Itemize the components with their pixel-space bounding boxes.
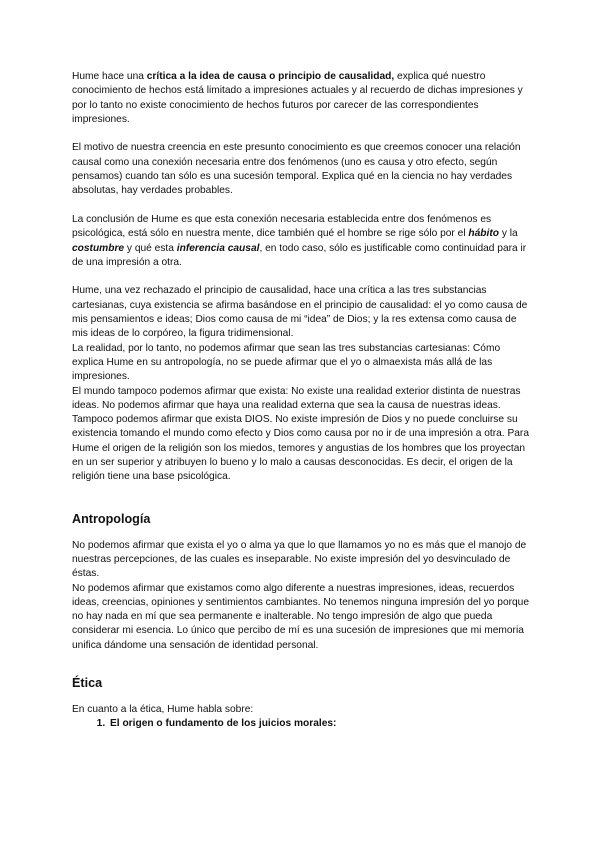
paragraph-dios: Tampoco podemos afirmar que exista DIOS. No existe impresión de Dios y no puede concluirse su existencia tomando el mundo como efecto y Dios como causa por no ir de una impresión a otra. Para Hume el origen de la religión son los miedos, temores y angustias de los hombres que los proyectan en un ser superior y atribuyen lo bueno y lo malo a causas desconocidas. Es decir, el origen de la religión tiene una base psicológica. bbox=[72, 414, 529, 483]
paragraph-mundo: El mundo tampoco podemos afirmar que exista: No existe una realidad exterior distinta de nuestras ideas. No podemos afirmar que haya una realidad externa que sea la causa de nuestras ideas. bbox=[72, 385, 521, 411]
text-run: , en todo caso, sólo es justificable como continuidad para ir de una impresión a otra. bbox=[72, 242, 527, 268]
bold-text-critica: crítica a la idea de causa o principio de causalidad, bbox=[146, 71, 395, 82]
bold-italic-costumbre: costumbre bbox=[72, 242, 125, 254]
etica-list bbox=[72, 717, 534, 731]
paragraph-identidad-personal: No podemos afirmar que existamos como algo diferente a nuestras impresiones, ideas, recuerdos ideas, creencias, opiniones y sentimientos cambiantes. No tenemos ninguna impresión del yo porque no hay nada en mí que sea permanente e inalterable. No tengo impresión de algo que pueda considerar mi esencia. Lo único que percibo de mí es una sucesión de impresiones que mi memoria unifica dándome una sensación de identidad personal. bbox=[72, 582, 529, 651]
document-page bbox=[72, 70, 534, 732]
paragraph-etica-intro: En cuanto a la ética, Hume habla sobre: bbox=[72, 703, 254, 715]
text-run: y qué esta bbox=[124, 242, 177, 254]
list-item: 1. El origen o fundamento de los juicios morales: bbox=[108, 717, 534, 731]
text-run: explica qué nuestro conocimiento de hechos está limitado a impresiones actuales y al recuerdo de dichas impresiones y por lo tanto no existe conocimiento de hechos futuros por carecer de las correspondientes impresiones. bbox=[72, 71, 523, 125]
text-run: La conclusión de Hume es que esta conexión necesaria establecida entre dos fenómenos es psicológica, está sólo en nuestra mente, dice también qué el hombre se rige sólo por el bbox=[72, 213, 492, 240]
paragraph-critica-causalidad bbox=[72, 70, 534, 127]
text-run: y la bbox=[498, 228, 518, 240]
bold-italic-inferencia-causal: inferencia causal bbox=[176, 242, 260, 254]
paragraph-realidad: La realidad, por lo tanto, no podemos afirmar que sean las tres substancias cartesianas: Cómo explica Hume en su antropología, no se puede afirmar que el yo o almaexista más allá de las impresiones. bbox=[72, 342, 501, 383]
block-substancias-cartesianas bbox=[72, 284, 534, 484]
text-run: Hume hace una bbox=[72, 71, 147, 82]
paragraph-yo-alma: No podemos afirmar que exista el yo o alma ya que lo que llamamos yo no es más que el manojo de nuestras percepciones, de las cuales es inseparable. No existe impresión del yo desvinculado de éstas. bbox=[72, 539, 527, 580]
bold-italic-habito: hábito bbox=[468, 228, 499, 240]
paragraph-critica-substancias: Hume, una vez rechazado el principio de causalidad, hace una crítica a las tres substancias cartesianas, cuya existencia se afirma basándose en el principio de causalidad: el yo como causa de mis pensamientos e ideas; Dios como causa de mi “idea” de Dios; y la res extensa como causa de mis ideas de lo corpóreo, la figura tridimensional. bbox=[72, 285, 528, 340]
paragraph-conclusion-hume bbox=[72, 213, 534, 270]
paragraph-motivo-creencia: El motivo de nuestra creencia en este presunto conocimiento es que creemos conocer una relación causal como una conexión necesaria entre dos fenómenos (uno es causa y otro efecto, según pensamos) cuando tan sólo es una sucesión temporal. Explica qué en la ciencia no hay verdades absolutas, hay verdades probables. bbox=[72, 142, 521, 197]
heading-antropologia: Antropología bbox=[72, 511, 151, 526]
heading-etica: Ética bbox=[72, 675, 103, 690]
